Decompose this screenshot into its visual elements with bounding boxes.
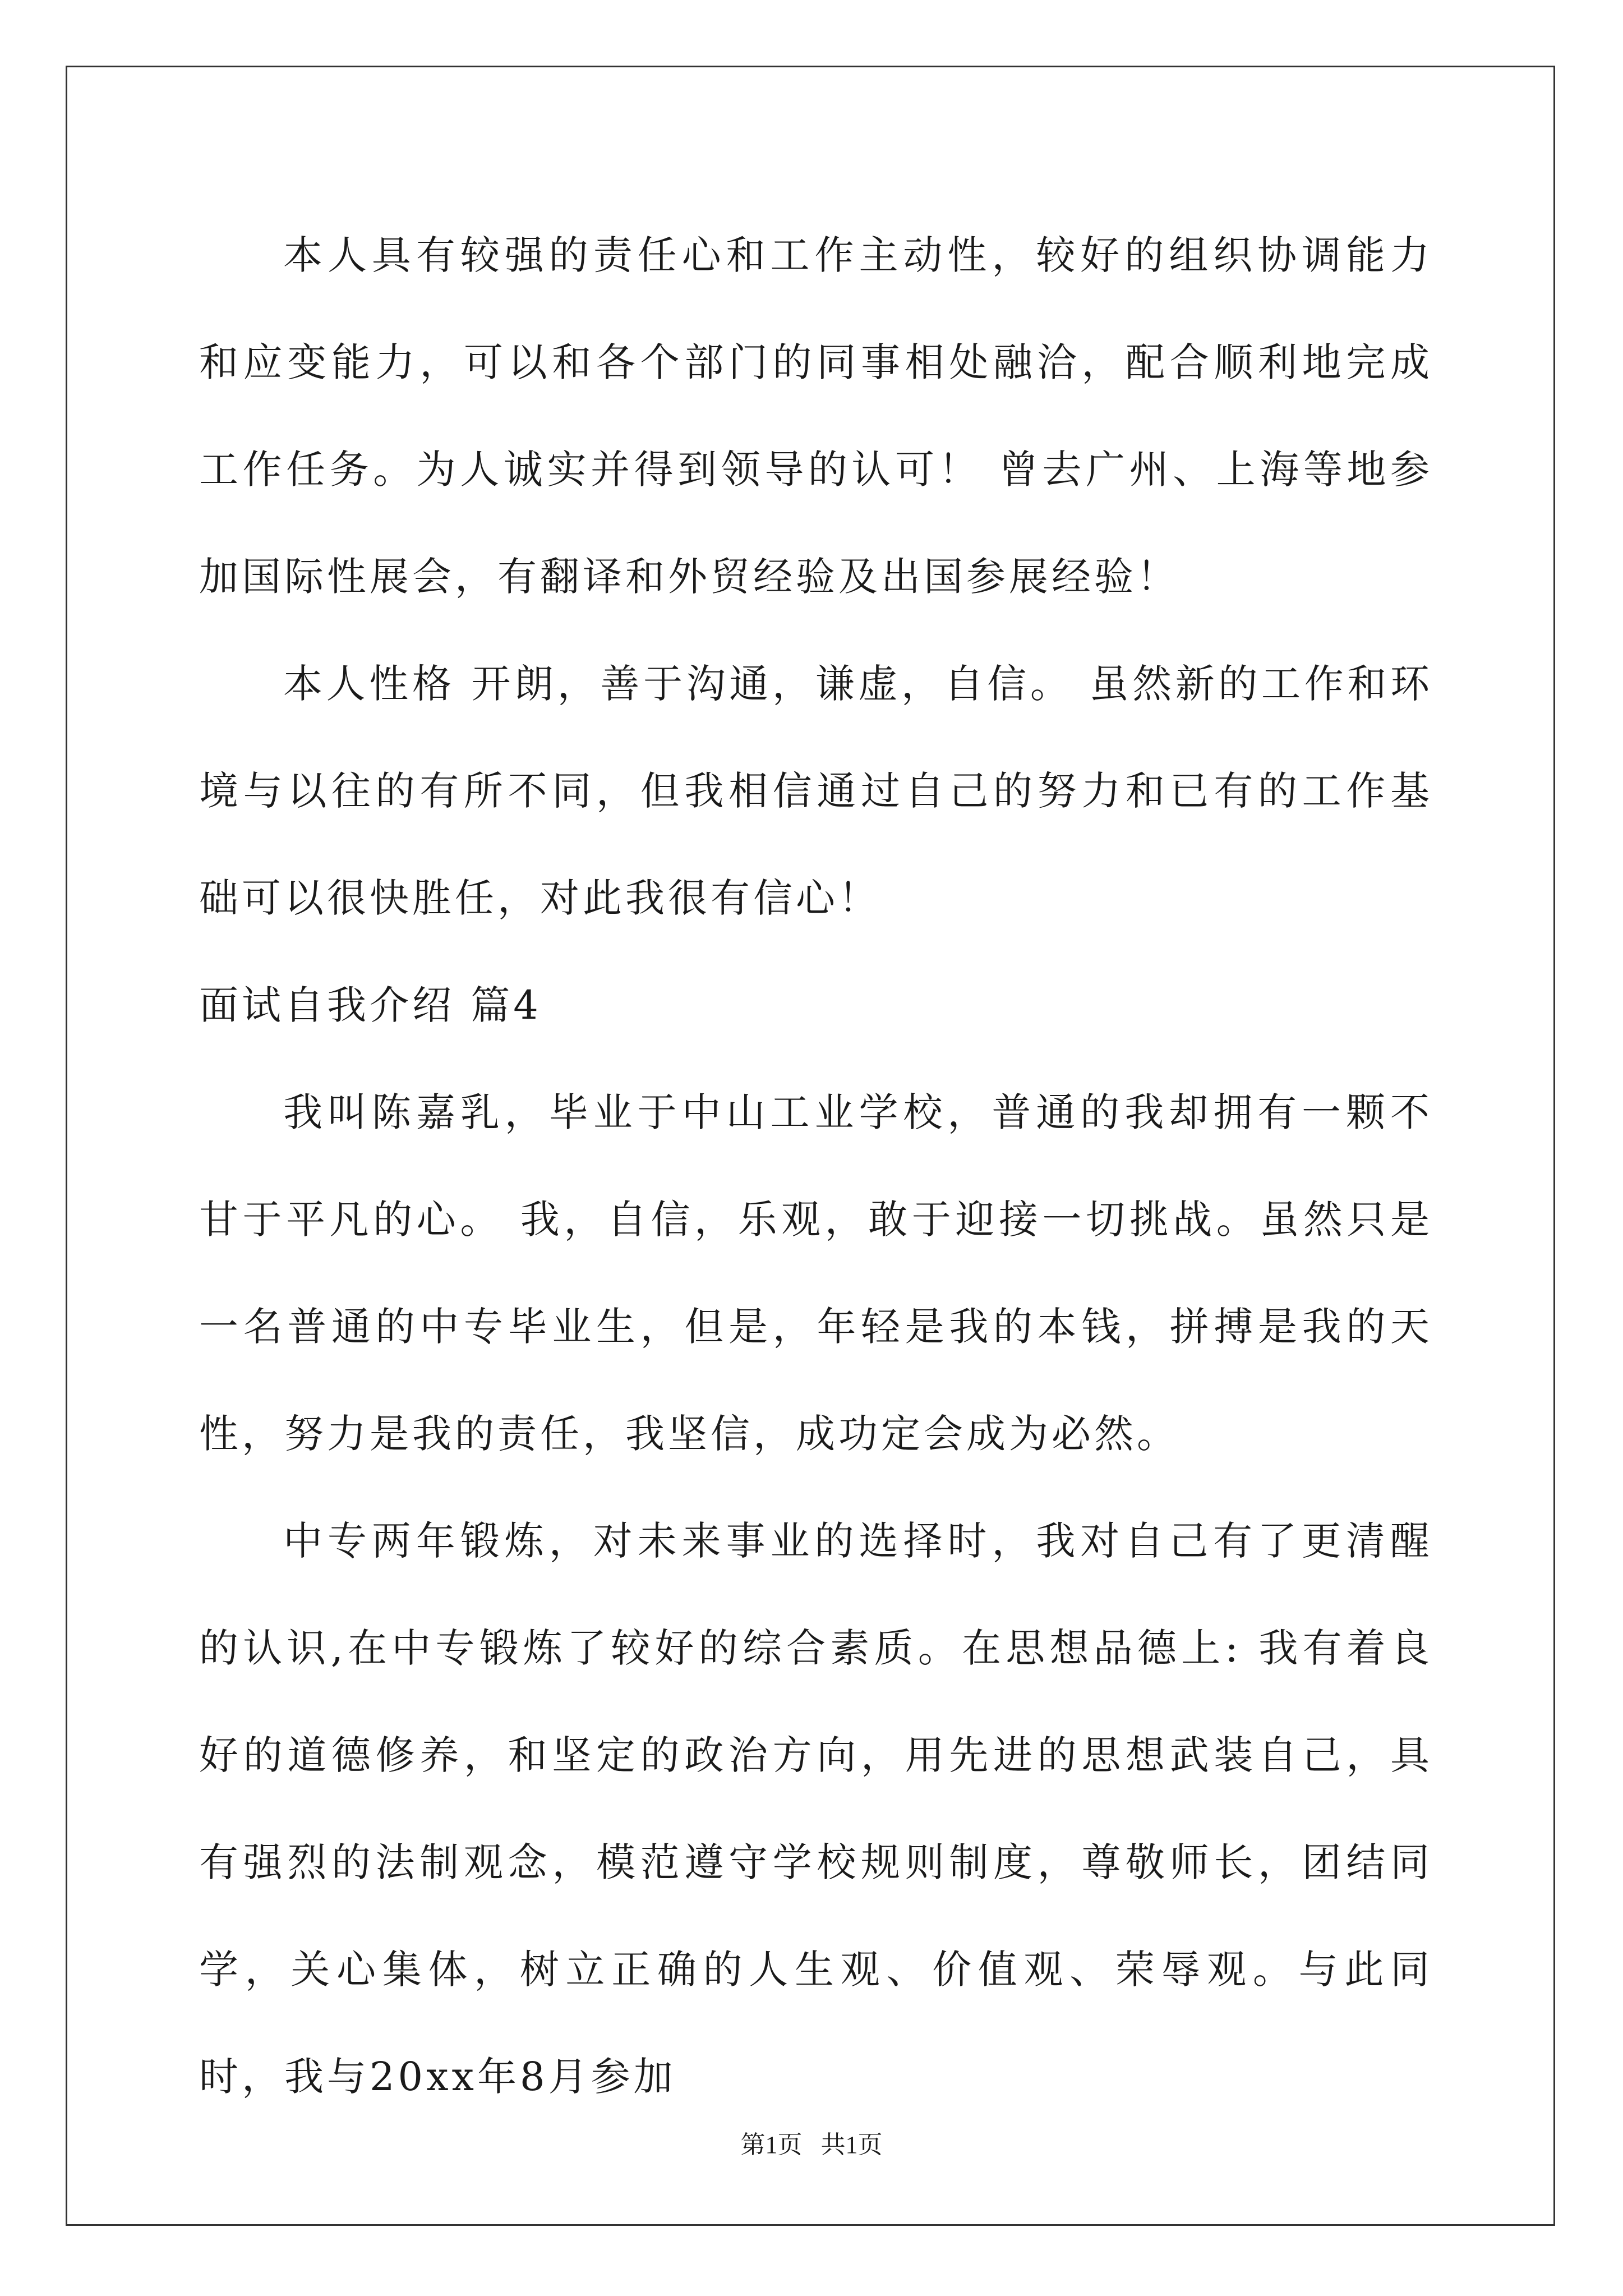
page-footer: 第1页 共1页 [740,2131,883,2159]
paragraph-education: 中专两年锻炼，对未来事业的选择时，我对自己有了更清醒的认识,在中专锻炼了较好的综合素质。在思想品德上: 我有着良好的道德修养，和坚定的政治方向，用先进的思想武装自己，具有强烈的法制观念，模范遵守学校规则制度，尊敬师长，团结同学，关心集体，树立正确的人生观、价值观、荣辱观。与此同时，我与20xx年8月参加 [199,1518,1433,2100]
section-heading: 面试自我介绍 篇4 [199,982,542,1028]
paragraph-introduction: 我叫陈嘉乳，毕业于中山工业学校，普通的我却拥有一颗不甘于平凡的心。 我，自信，乐观，敢于迎接一切挑战。虽然只是一名普通的中专毕业生，但是，年轻是我的本钱，拼搏是我的天性，努力是我的责任，我坚信，成功定会成为必然。 [199,1089,1433,1457]
paragraph-personality: 本人性格 开朗，善于沟通，谦虚，自信。 虽然新的工作和环境与以往的有所不同，但我相信通过自己的努力和已有的工作基础可以很快胜任，对此我很有信心！ [199,661,1433,921]
paragraph-responsibility: 本人具有较强的责任心和工作主动性，较好的组织协调能力和应变能力，可以和各个部门的同事相处融洽，配合顺利地完成工作任务。为人诚实并得到领导的认可！ 曾去广州、上海等地参加国际性展会，有翻译和外贸经验及出国参展经验！ [199,232,1433,600]
document-body [199,202,1433,2131]
